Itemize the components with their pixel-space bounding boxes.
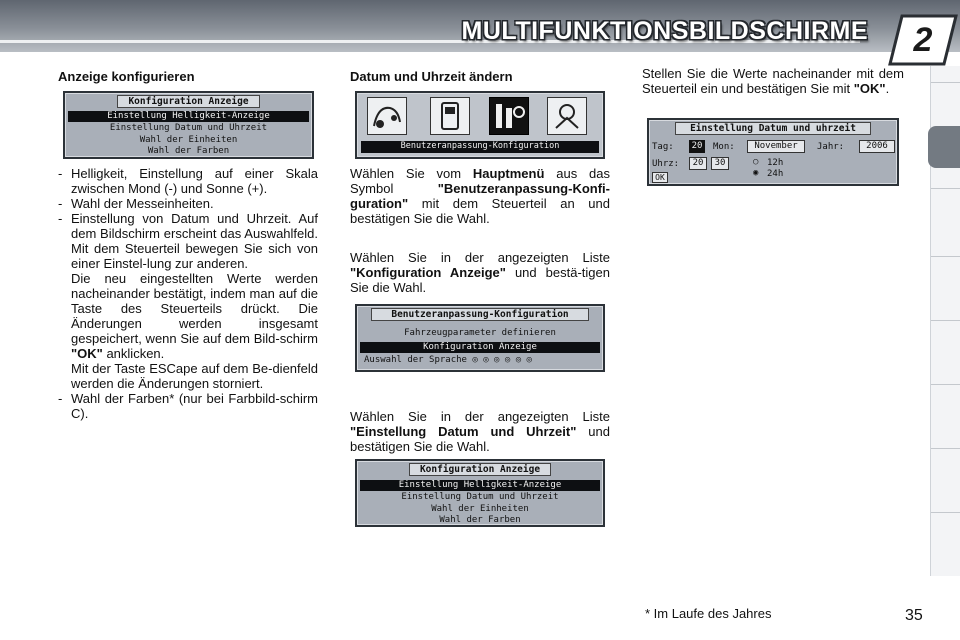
tab-divider bbox=[931, 256, 960, 257]
screen-title: Konfiguration Anzeige bbox=[117, 95, 260, 108]
car-audio-icon bbox=[368, 98, 406, 134]
paragraph bbox=[58, 271, 318, 361]
section-heading-anzeige: Anzeige konfigurieren bbox=[58, 69, 195, 84]
instruction-text: und bestätigen Sie die Wahl. bbox=[350, 424, 610, 454]
hour-value: 20 bbox=[689, 157, 707, 170]
flag-icons: ◎ ◎ ◎ ◎ ◎ ◎ bbox=[472, 355, 532, 365]
menu-icon-tile bbox=[430, 97, 470, 135]
radio-12h-icon: ○ bbox=[753, 157, 759, 167]
settings-icon bbox=[490, 98, 528, 134]
navigation-icon bbox=[548, 98, 586, 134]
tab-divider bbox=[931, 448, 960, 449]
instruction-text: . bbox=[885, 81, 890, 96]
menu-label-selected: Benutzeranpassung-Konfiguration bbox=[361, 141, 599, 153]
tab-divider bbox=[931, 188, 960, 189]
menu-item: Wahl der Einheiten bbox=[139, 135, 238, 145]
screen-benutzeranpassung bbox=[355, 304, 605, 372]
ok-box: OK bbox=[652, 172, 668, 183]
instruction-text: Stellen Sie die Werte nacheinander mit dem Steuerteil ein und bestätigen Sie mit bbox=[642, 66, 904, 96]
menu-item-selected: Konfiguration Anzeige bbox=[360, 342, 600, 353]
screen-title: Einstellung Datum und uhrzeit bbox=[675, 122, 871, 135]
column-anzeige-text bbox=[58, 166, 318, 421]
list-item: - Wahl der Farben* (nur bei Farbbild-schirm C). bbox=[58, 391, 318, 421]
option-24h: 24h bbox=[767, 169, 784, 179]
footnote: * Im Laufe des Jahres bbox=[645, 606, 772, 621]
instruction-bold: "Benutzeranpassung-Konfi-guration" bbox=[350, 181, 610, 211]
paragraph-text: anklicken. bbox=[106, 346, 165, 361]
instruction-bold: "Einstellung Datum und Uhrzeit" bbox=[350, 424, 577, 439]
menu-item bbox=[360, 355, 600, 366]
chapter-badge bbox=[888, 14, 958, 66]
instruction-text: Wählen Sie vom bbox=[350, 166, 462, 181]
column-datum bbox=[350, 69, 610, 84]
chapter-number: 2 bbox=[913, 20, 933, 59]
menu-item-selected: Einstellung Helligkeit-Anzeige bbox=[360, 480, 600, 491]
radio-24h-icon: ◉ bbox=[753, 168, 759, 178]
list-item: - Wahl der Messeinheiten. bbox=[58, 196, 214, 211]
ok-label: "OK" bbox=[853, 81, 886, 96]
active-chapter-tab bbox=[928, 126, 960, 168]
list-item: - Helligkeit, Einstellung auf einer Skala zwischen Mond (-) und Sonne (+). bbox=[58, 166, 318, 196]
screen-datum-uhrzeit bbox=[647, 118, 899, 186]
jahr-label: Jahr: bbox=[817, 142, 845, 152]
menu-item: Einstellung Datum und Uhrzeit bbox=[401, 492, 559, 502]
uhrz-label: Uhrz: bbox=[652, 159, 680, 169]
ok-label: "OK" bbox=[71, 346, 103, 361]
column-anzeige bbox=[58, 69, 318, 84]
mon-value: November bbox=[747, 140, 805, 153]
instruction-text: und bestä-tigen Sie die Wahl. bbox=[350, 265, 610, 295]
phone-icon bbox=[431, 98, 469, 134]
paragraph bbox=[58, 361, 318, 391]
minute-value: 30 bbox=[711, 157, 729, 170]
tab-divider bbox=[931, 512, 960, 513]
instruction-bold: Hauptmenü bbox=[472, 166, 545, 181]
tab-divider bbox=[931, 320, 960, 321]
header-bar bbox=[0, 0, 960, 52]
instruction-2 bbox=[350, 250, 610, 295]
menu-item: Wahl der Farben bbox=[439, 515, 521, 525]
paragraph-text: Mit der Taste ESCape auf dem Be-dienfeld werden die Änderungen storniert. bbox=[71, 361, 318, 391]
menu-item: Wahl der Einheiten bbox=[431, 504, 529, 514]
menu-item-selected: Einstellung Helligkeit-Anzeige bbox=[68, 111, 309, 122]
screen-konfiguration-anzeige-2 bbox=[355, 459, 605, 527]
list-item: - Einstellung von Datum und Uhrzeit. Auf dem Bildschirm erscheint das Auswahlfeld. Mit dem Steuerteil bewegen Sie sich von einer Einstel-lung zur anderen. bbox=[58, 211, 318, 271]
instruction-bold: "Konfiguration Anzeige" bbox=[350, 265, 506, 280]
jahr-value: 2006 bbox=[859, 140, 895, 153]
tab-divider bbox=[931, 82, 960, 83]
screen-konfiguration-anzeige bbox=[63, 91, 314, 159]
list-item-text: Wahl der Messeinheiten. bbox=[71, 196, 214, 211]
menu-icon-tile bbox=[547, 97, 587, 135]
menu-item: Wahl der Farben bbox=[147, 146, 230, 156]
paragraph-text: Die neu eingestellten Werte werden nacheinander bestätigt, indem man auf die Taste des Steuerteils drückt. Die Änderungen werden insgesamt gespeichert, wenn Sie auf dem Bild-schirm bbox=[71, 271, 318, 346]
menu-item-text: Auswahl der Sprache bbox=[364, 355, 467, 365]
page-number: 35 bbox=[905, 607, 923, 624]
page-title: MULTIFUNKTIONSBILDSCHIRME bbox=[461, 17, 868, 45]
list-item-text: Helligkeit, Einstellung auf einer Skala zwischen Mond (-) und Sonne (+). bbox=[71, 166, 318, 196]
menu-item: Einstellung Datum und Uhrzeit bbox=[109, 123, 268, 133]
option-12h: 12h bbox=[767, 158, 784, 168]
instruction-text: Wählen Sie in der angezeigten Liste bbox=[350, 250, 610, 265]
instruction-text: aus das Symbol bbox=[350, 166, 610, 196]
tab-divider bbox=[931, 384, 960, 385]
instruction-text: mit dem Steuerteil an und bestätigen Sie die Wahl. bbox=[350, 196, 610, 226]
screen-title: Benutzeranpassung-Konfiguration bbox=[371, 308, 589, 321]
instruction-4 bbox=[642, 66, 904, 96]
screen-title: Konfiguration Anzeige bbox=[409, 463, 551, 476]
screen-hauptmenu bbox=[355, 91, 605, 159]
section-heading-datum: Datum und Uhrzeit ändern bbox=[350, 69, 513, 84]
instruction-1 bbox=[350, 166, 610, 226]
menu-item: Fahrzeugparameter definieren bbox=[404, 328, 556, 338]
list-item-text: Einstellung von Datum und Uhrzeit. Auf dem Bildschirm erscheint das Auswahlfeld. Mit dem Steuerteil bewegen Sie sich von einer Einstel-lung zur anderen. bbox=[71, 211, 318, 271]
instruction-3 bbox=[350, 409, 610, 454]
tag-value: 20 bbox=[689, 140, 705, 153]
menu-icon-tile bbox=[367, 97, 407, 135]
list-item-text: Wahl der Farben* (nur bei Farbbild-schirm C). bbox=[71, 391, 318, 421]
menu-icon-tile-selected bbox=[489, 97, 529, 135]
mon-label: Mon: bbox=[713, 142, 735, 152]
tag-label: Tag: bbox=[652, 142, 674, 152]
instruction-text: Wählen Sie in der angezeigten Liste bbox=[350, 409, 610, 424]
